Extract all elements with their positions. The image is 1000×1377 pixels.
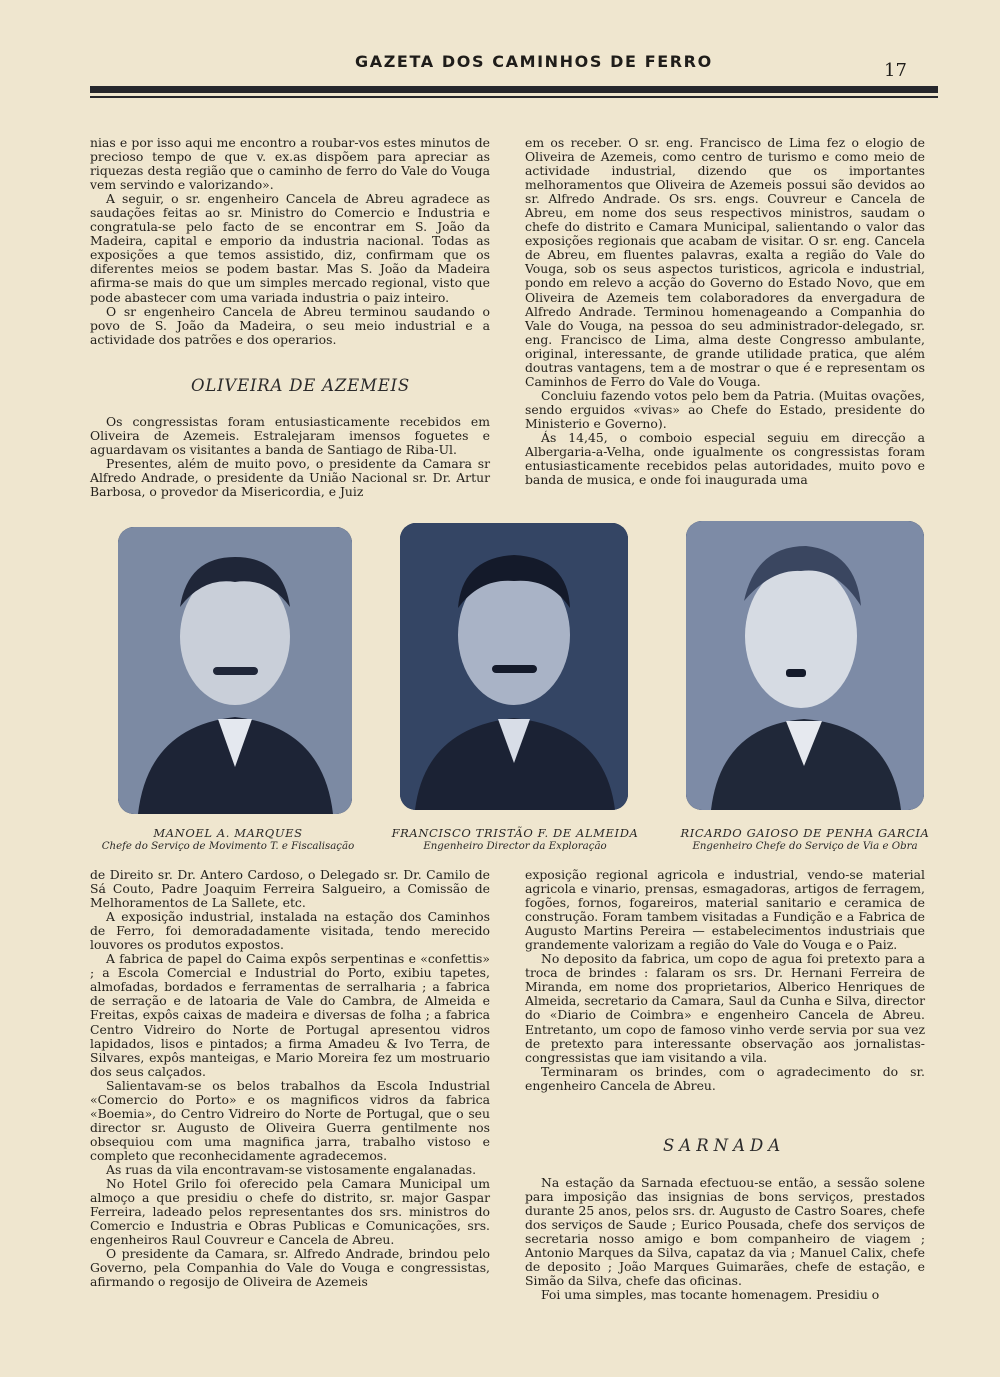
paragraph: Ás 14,45, o comboio especial seguiu em direcção a Albergaria-a-Velha, onde igualmente os congressistas foram entusiasticamente recebidos pelas autoridades, muito povo e banda de musica, e onde foi inaugurada uma: [525, 429, 925, 488]
paragraph: No Hotel Grilo foi oferecido pela Camara Municipal um almoço a que presidiu o chefe do distrito, sr. major Gaspar Ferreira, ladeado pelos representantes dos srs. ministros do Comercio e Industria e Obras Publicas e Comunicações, srs. engenheiros Raul Couvreur e Cancela de Abreu.: [90, 1176, 490, 1248]
paragraph: Na estação da Sarnada efectuou-se então, a sessão solene para imposição das insignias de bons serviços, prestados durante 25 anos, pelos srs. dr. Augusto de Castro Soares, chefe dos serviços de Saude ; Eurico Pousada, chefe dos serviços de secretaria nosso amigo e bom companheiro de viagem ; Antonio Marques da Silva, capataz da via ; Manuel Calix, chefe de deposito ; João Marques Guimarães, chefe de estação, e Simão da Silva, chefe das oficinas.: [525, 1175, 925, 1289]
paragraph: Salientavam-se os belos trabalhos da Escola Industrial «Comercio do Porto» e os magnificos vidros da fabrica «Boemia», do Centro Vidreiro do Norte de Portugal, que o seu director sr. Augusto de Oliveira Guerra gentilmente nos obsequiou com uma magnifica jarra, trabalho vistoso e completo que reconhecidamente agradecemos.: [90, 1077, 490, 1163]
paragraph: exposição regional agricola e industrial, vendo-se material agricola e vinario, prensas, esmagadoras, artigos de ferragem, fogões, fornos, fogareiros, material sanitario e ceramica de construção. Foram tambem visitadas a Fundição e a Fabrica de Augusto Martins Pereira — estabelecimentos industriais que grandemente valorizam a região do Vale do Vouga e o Paiz.: [525, 867, 925, 953]
column-1-oliveira: [90, 415, 490, 499]
portrait-photo-1: [118, 527, 352, 814]
page-number: 17: [884, 60, 907, 81]
portrait-caption-1: [78, 826, 378, 852]
caption-role: Engenheiro Director da Exploração: [423, 841, 607, 852]
caption-name: RICARDO GAIOSO DE PENHA GARCIA: [680, 826, 930, 840]
header-rule-thin: [90, 96, 938, 98]
paragraph: A fabrica de papel do Caima expôs serpentinas e «confettis» ; a Escola Comercial e Industrial do Porto, exibiu tapetes, almofadas, bordados e ferramentas de serralharia ; a fabrica de serração e de latoaria de Vale do Cambra, de Almeida e Freitas, expôs caixas de madeira e diversas de folha ; a fabrica Centro Vidreiro do Norte de Portugal apresentou vidros lapidados, lisos e pintados; a firma Amadeu & Ivo Terra, de Silvares, expôs manteigas, e Mario Moreira fez um mostruario dos seus calçados.: [90, 951, 490, 1079]
paragraph: Presentes, além de muito povo, o presidente da Camara sr Alfredo Andrade, o presidente da União Nacional sr. Dr. Artur Barbosa, o provedor da Misericordia, e Juiz: [90, 456, 490, 500]
paragraph: A exposição industrial, instalada na estação dos Caminhos de Ferro, foi demoradadamente visitada, tendo merecido louvores os produtos expostos.: [90, 909, 490, 953]
caption-name: FRANCISCO TRISTÃO F. DE ALMEIDA: [391, 826, 639, 840]
column-2-sarnada: [525, 1176, 925, 1302]
column-1-bottom: [90, 868, 490, 1289]
paragraph: em os receber. O sr. eng. Francisco de Lima fez o elogio de Oliveira de Azemeis, como centro de turismo e como meio de actividade industrial, dizendo que os importantes melhoramentos que Oliveira de Azemeis possui são devidos ao sr. Alfredo Andrade. Os srs. engs. Couvreur e Cancela de Abreu, em nome dos seus respectivos ministros, saudam o chefe do distrito e Camara Municipal, salientando o valor das exposições regionais que acabam de visitar. O sr. eng. Cancela de Abreu, em fluentes palavras, exalta a região do Vale do Vouga, sob os seus aspectos turisticos, agricola e industrial, pondo em relevo a acção do Governo do Estado Novo, que em Oliveira de Azemeis tem colaboradores da envergadura de Alfredo Andrade. Terminou homenageando a Companhia do Vale do Vouga, na pessoa do seu administrador-delegado, sr. eng. Francisco de Lima, alma deste Congresso ambulante, original, interessante, de grande utilidade pratica, que além doutras vantagens, tem a de mostrar o que é e representam os Caminhos de Ferro do Vale do Vouga.: [525, 135, 925, 389]
caption-role: Chefe do Serviço de Movimento T. e Fiscalisação: [101, 841, 355, 852]
masthead-title: GAZETA DOS CAMINHOS DE FERRO: [355, 52, 713, 71]
paragraph: Foi uma simples, mas tocante homenagem. Presidiu o: [541, 1287, 880, 1303]
portrait-photo-2: [400, 523, 628, 810]
portrait-caption-2: [380, 826, 650, 852]
portrait-photo-3: [686, 521, 924, 810]
section-heading-sarnada: SARNADA: [663, 1136, 786, 1155]
paragraph: Concluiu fazendo votos pelo bem da Patria. (Muitas ovações, sendo erguidos «vivas» ao Chefe do Estado, presidente do Ministerio e Governo).: [525, 387, 925, 431]
paragraph: A seguir, o sr. engenheiro Cancela de Abreu agradece as saudações feitas ao sr. Ministro do Comercio e Industria e congratula-se pelo facto de se encontrar em S. João da Madeira, capital e emporio da industria nacional. Todas as exposições a que temos assistido, diz, confirmam que os diferentes meios se podem bastar. Mas S. João da Madeira afirma-se mais do que um simples mercado regional, visto que pode abastecer com uma variada industria o paiz inteiro.: [90, 191, 490, 305]
paragraph: O presidente da Camara, sr. Alfredo Andrade, brindou pelo Governo, pela Companhia do Vale do Vouga e congressistas, afirmando o regosijo de Oliveira de Azemeis: [90, 1246, 490, 1290]
column-2-top: [525, 136, 925, 487]
header-rule-thick: [90, 86, 938, 93]
caption-name: MANOEL A. MARQUES: [153, 826, 303, 840]
paragraph: As ruas da vila encontravam-se vistosamente engalanadas.: [106, 1161, 477, 1177]
section-heading-oliveira: OLIVEIRA DE AZEMEIS: [191, 376, 410, 395]
portrait-caption-3: [655, 826, 955, 852]
caption-role: Engenheiro Chefe do Serviço de Via e Obra: [692, 841, 918, 852]
column-2-bottom: [525, 868, 925, 1093]
paragraph: nias e por isso aqui me encontro a roubar-vos estes minutos de precioso tempo de que v. ex.as dispõem para apreciar as riquezas desta região que o caminho de ferro do Vale do Vouga vem servindo e valorizando».: [90, 135, 490, 193]
column-1-top: [90, 136, 490, 347]
paragraph: No deposito da fabrica, um copo de agua foi pretexto para a troca de brindes : falaram os srs. Dr. Hernani Ferreira de Miranda, em nome dos proprietarios, Alberico Henriques de Almeida, secretario da Camara, Saul da Cunha e Silva, director do «Diario de Coimbra» e engenheiro Cancela de Abreu. Entretanto, um copo de famoso vinho verde servia por sua vez de pretexto para interessante observação aos jornalistas-congressistas que iam visitando a vila.: [525, 951, 925, 1065]
paragraph: Os congressistas foram entusiasticamente recebidos em Oliveira de Azemeis. Estralejaram imensos foguetes e aguardavam os visitantes a banda de Santiago de Riba-Ul.: [90, 414, 490, 458]
paragraph: Terminaram os brindes, com o agradecimento do sr. engenheiro Cancela de Abreu.: [525, 1063, 925, 1093]
paragraph: O sr engenheiro Cancela de Abreu terminou saudando o povo de S. João da Madeira, o seu meio industrial e a actividade dos patrões e dos operarios.: [90, 303, 490, 347]
paragraph: de Direito sr. Dr. Antero Cardoso, o Delegado sr. Dr. Camilo de Sá Couto, Padre Joaquim Ferreira Salgueiro, a Comissão de Melhoramentos de La Sallete, etc.: [90, 867, 490, 911]
